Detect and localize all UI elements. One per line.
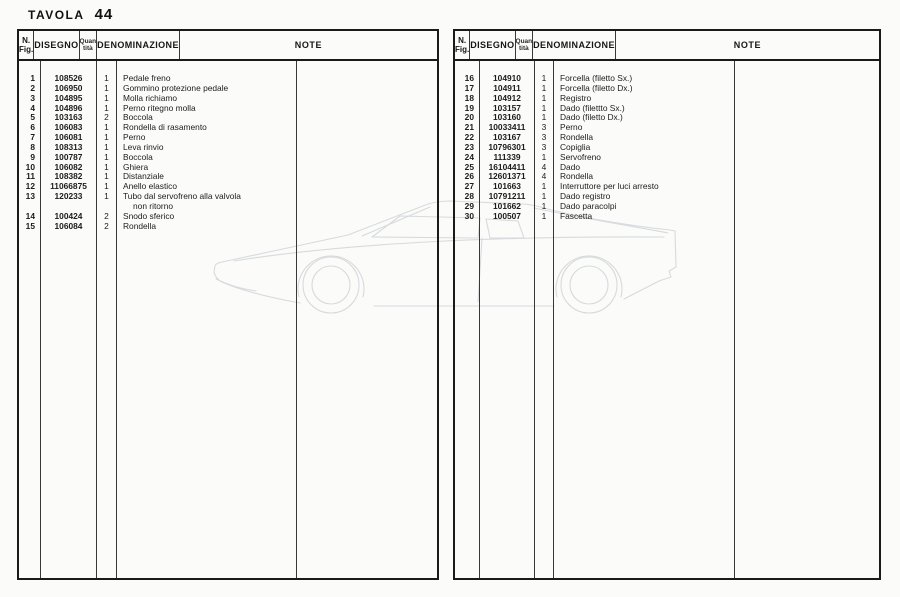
disegno-cell: 101663: [493, 181, 521, 192]
disegno-cell: 111339: [493, 151, 521, 162]
header-fig-line1: N.: [458, 35, 467, 45]
note-cell: [297, 133, 437, 143]
denominazione-line1: Pedale freno: [123, 73, 171, 83]
page-title: [28, 6, 113, 24]
denominazione-line1: Interruttore per luci arresto: [560, 181, 659, 192]
note-cell: [735, 182, 879, 192]
qty-cell: 1: [104, 141, 109, 152]
fig-cell: 14: [25, 210, 35, 221]
denominazione-line1: Dado (filettto Sx.): [560, 102, 625, 113]
denominazione-line1: Molla richiamo: [123, 92, 177, 103]
disegno-cell: 106082: [54, 161, 83, 172]
fig-cell: 28: [464, 191, 474, 202]
fig-cell: 6: [30, 122, 35, 133]
note-cell: [297, 222, 437, 232]
denominazione-cell: [117, 222, 296, 232]
qty-cell: 1: [541, 92, 547, 103]
fig-cell: 21: [464, 122, 474, 133]
denominazione-line1: Dado paracolpi: [560, 200, 617, 211]
denominazione-line1: Leva rinvio: [123, 141, 164, 152]
denominazione-line1: Anello elastico: [123, 181, 178, 192]
disegno-cell: 108382: [54, 171, 83, 182]
header-denominazione: DENOMINAZIONE: [533, 31, 616, 59]
note-cell: [735, 153, 879, 163]
qty-cell: 3: [541, 132, 547, 143]
disegno-cell: 103163: [54, 112, 83, 123]
qty-cell: 1: [104, 151, 109, 162]
denominazione-line1: Rondella: [560, 171, 594, 182]
denominazione-column: [554, 61, 735, 578]
fig-cell: 20: [464, 112, 474, 123]
denominazione-line1: Registro: [560, 92, 592, 103]
disegno-cell: 104912: [493, 92, 521, 103]
note-cell: [297, 153, 437, 163]
fig-cell: 5: [30, 112, 35, 123]
qty-cell: 1: [104, 122, 109, 133]
denominazione-line1: Boccola: [123, 151, 153, 162]
denominazione-line1: Dado: [560, 161, 581, 172]
fig-cell: 9: [30, 151, 35, 162]
disegno-cell: 104896: [54, 102, 83, 113]
header-fig: [19, 31, 34, 59]
disegno-cell: 104910: [493, 73, 521, 83]
qty-cell: 2: [104, 112, 109, 123]
disegno-cell: 104911: [493, 82, 521, 93]
note-cell: [735, 192, 879, 202]
qty-cell: 1: [541, 102, 547, 113]
disegno-cell: 108526: [54, 73, 83, 83]
disegno-column: [480, 61, 535, 578]
disegno-cell: 103157: [493, 102, 521, 113]
denominazione-line1: Rondella: [123, 220, 157, 231]
denominazione-cell: [554, 153, 734, 163]
fig-column: [455, 61, 480, 578]
disegno-cell: 106950: [54, 82, 83, 93]
fig-cell: 18: [464, 92, 474, 103]
denominazione-line1: Dado (filetto Dx.): [560, 112, 623, 123]
fig-cell: 1: [30, 73, 35, 83]
note-cell: [297, 123, 437, 133]
note-cell: [735, 163, 879, 173]
disegno-cell: 100424: [54, 210, 83, 221]
fig-cell: 15: [25, 220, 35, 231]
denominazione-line1: Forcella (filetto Dx.): [560, 82, 633, 93]
note-cell: [735, 143, 879, 153]
table-header: [455, 31, 879, 61]
qty-column: [535, 61, 554, 578]
note-cell: [297, 143, 437, 153]
table-body: [19, 61, 437, 578]
qty-cell: 1: [541, 200, 547, 211]
denominazione-line1: Snodo sferico: [123, 210, 175, 221]
qty-cell: 2: [104, 210, 109, 221]
note-cell: [297, 182, 437, 192]
fig-cell: 4: [30, 102, 35, 113]
header-note: NOTE: [294, 39, 323, 50]
qty-cell: 1: [541, 112, 547, 123]
qty-cell: 1: [104, 73, 109, 83]
fig-cell: 23: [464, 141, 474, 152]
header-denominazione: DENOMINAZIONE: [97, 31, 180, 59]
fig-cell: 22: [464, 132, 474, 143]
header-fig-line1: N.: [22, 35, 31, 45]
fig-cell: 26: [464, 171, 474, 182]
note-cell: [735, 123, 879, 133]
disegno-cell: 103160: [493, 112, 521, 123]
fig-cell: 24: [464, 151, 474, 162]
note-cell: [297, 163, 437, 173]
disegno-cell: 100507: [493, 210, 521, 221]
denominazione-line1: Perno: [123, 132, 146, 143]
tavola-number: 44: [94, 6, 114, 23]
disegno-cell: 101662: [493, 200, 521, 211]
disegno-cell: 108313: [54, 141, 83, 152]
header-fig-line2: Fig.: [19, 45, 34, 54]
fig-cell: 16: [464, 73, 474, 83]
qty-cell: 1: [541, 181, 547, 192]
fig-cell: 11: [26, 171, 35, 182]
disegno-column: [41, 61, 97, 578]
note-cell: [735, 212, 879, 222]
qty-cell: 1: [104, 171, 109, 182]
tavola-label: TAVOLA: [28, 8, 85, 22]
fig-cell: 7: [30, 132, 35, 143]
fig-cell: 27: [464, 181, 474, 192]
parts-table-right: [453, 29, 881, 580]
fig-cell: 25: [464, 161, 474, 172]
disegno-cell: 106083: [54, 122, 83, 133]
note-cell: [297, 74, 437, 84]
note-cell: [735, 94, 879, 104]
fig-cell: 17: [464, 82, 474, 93]
fig-cell: 30: [464, 210, 474, 221]
qty-cell: 2: [104, 220, 109, 231]
denominazione-line1: Gommino protezione pedale: [123, 82, 229, 93]
disegno-cell: 12601371: [488, 171, 526, 182]
qty-cell: 1: [104, 181, 109, 192]
denominazione-line1: Dado registro: [560, 191, 611, 202]
header-disegno: DISEGNO: [470, 31, 515, 59]
header-disegno: DISEGNO: [34, 31, 79, 59]
denominazione-line1: Boccola: [123, 112, 153, 123]
header-quantita: Quan tità: [80, 31, 98, 59]
fig-cell: 8: [30, 141, 35, 152]
fig-column: [19, 61, 41, 578]
denominazione-line1: Perno: [560, 122, 583, 133]
table-header: [19, 31, 437, 61]
disegno-cell: 100787: [54, 151, 83, 162]
denominazione-line1: Servofreno: [560, 151, 601, 162]
qty-cell: 1: [104, 82, 109, 93]
note-cell: [735, 104, 879, 114]
note-column: [297, 61, 437, 578]
note-column: [735, 61, 879, 578]
parts-table-left: [17, 29, 439, 580]
note-cell: [735, 113, 879, 123]
denominazione-cell: [554, 212, 734, 222]
qty-cell: 1: [104, 102, 109, 113]
qty-cell: 3: [541, 141, 547, 152]
denominazione-line1: Rondella di rasamento: [123, 122, 207, 133]
note-cell: [735, 202, 879, 212]
qty-cell: 3: [541, 122, 547, 133]
fig-cell: 2: [30, 82, 35, 93]
note-cell: [297, 212, 437, 222]
fig-cell: 13: [25, 191, 35, 202]
note-cell: [297, 192, 437, 212]
qty-cell: 1: [541, 210, 547, 221]
fig-cell: 19: [464, 102, 474, 113]
qty-cell: 4: [541, 161, 547, 172]
qty-cell: 1: [104, 92, 109, 103]
disegno-cell: 10796301: [488, 141, 526, 152]
fig-cell: 12: [25, 181, 35, 192]
note-cell: [735, 133, 879, 143]
qty-cell: 1: [541, 151, 547, 162]
denominazione-line1: Copiglia: [560, 141, 591, 152]
header-note: NOTE: [733, 39, 762, 50]
denominazione-line1: Perno ritegno molla: [123, 102, 196, 113]
note-cell: [735, 172, 879, 182]
qty-cell: 1: [104, 132, 109, 143]
header-fig-line2: Fig.: [455, 45, 470, 54]
disegno-cell: 106084: [54, 220, 83, 231]
denominazione-line1: Ghiera: [123, 161, 149, 172]
denominazione-line2: non ritorno: [133, 200, 174, 211]
note-cell: [297, 104, 437, 114]
qty-column: [97, 61, 117, 578]
fig-cell: 29: [464, 200, 474, 211]
disegno-cell: 106081: [54, 132, 83, 143]
disegno-cell: 104895: [54, 92, 83, 103]
disegno-cell: 16104411: [488, 161, 526, 172]
qty-cell: 1: [541, 73, 547, 83]
header-quantita: Quan tità: [516, 31, 534, 59]
note-cell: [735, 74, 879, 84]
denominazione-line1: Fascetta: [560, 210, 593, 221]
note-cell: [297, 84, 437, 94]
denominazione-line1: Distanziale: [123, 171, 164, 182]
disegno-cell: 103167: [493, 132, 521, 143]
qty-cell: 4: [541, 171, 547, 182]
disegno-cell: 10791211: [488, 191, 526, 202]
denominazione-line1: Forcella (filetto Sx.): [560, 73, 633, 83]
table-body: [455, 61, 879, 578]
header-fig: [455, 31, 470, 59]
denominazione-line1: Tubo dal servofreno alla valvola: [123, 191, 241, 202]
denominazione-cell: [117, 192, 296, 212]
denominazione-column: [117, 61, 297, 578]
note-cell: [297, 113, 437, 123]
qty-cell: 1: [541, 82, 547, 93]
qty-cell: 1: [541, 191, 547, 202]
disegno-cell: 120233: [54, 191, 83, 202]
note-cell: [735, 84, 879, 94]
fig-cell: 3: [30, 92, 35, 103]
note-cell: [297, 172, 437, 182]
note-cell: [297, 94, 437, 104]
qty-cell: 1: [104, 191, 109, 202]
qty-cell: 1: [104, 161, 109, 172]
disegno-cell: 11066875: [50, 181, 87, 192]
fig-cell: 10: [25, 161, 35, 172]
disegno-cell: 10033411: [488, 122, 526, 133]
denominazione-line1: Rondella: [560, 132, 594, 143]
